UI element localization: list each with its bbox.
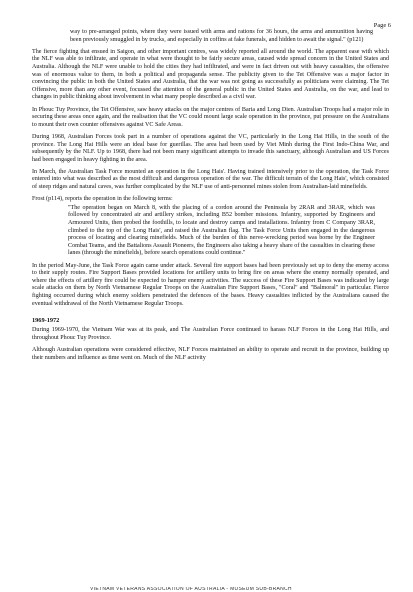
frost-intro: Frost (p114), reports the operation in the following terms:	[32, 196, 173, 203]
paragraph-nlf-activity: Although Australian operations were considered effective, NLF Forces maintained an ability to operate and recruit in the province, building up their numbers and influence as time went on. Much of the NLF activity	[32, 346, 389, 361]
paragraph-march-operation: In March, the Australian Task Force mounted an operation in the Long Hais'. Having trained intensively prior to the operation, the Task Force entered into what was described as the most difficult and dangerous operation of the war. The difficult terrain of the Long Hais', which consisted of steep ridges and natural caves, was further complicated by the NLF use of anti-personnel mines stolen from Australian-laid minefields.	[32, 168, 389, 191]
paragraph-1968-operations: During 1968, Australian Forces took part in a number of operations against the VC, particularly in the Long Hai Hills, in the south of the province. The Long Hai Hills were an ideal base for guerillas. The area had been used by Viet Minh during the First Indo-China War, and subsequently by the NLF. Up to 1968, there had not been many significant attempts to invade this sanctuary, although Australian and US Forces had been engaged in heavy fighting in the area.	[32, 133, 389, 163]
page-number: Page 6	[373, 22, 391, 29]
section-heading: 1969-1972	[32, 317, 60, 325]
paragraph-may-june: In the period May-June, the Task Force again came under attack. Several fire support bases had been previously set up to deny the enemy access to their supply routes. Fire Support Bases provided locations for artillery units to bring fire on areas where the enemy normally operated, and where the effects of artillery fire could be expected to hamper enemy activities. The success of these Fire Support Bases was indicated by large scale attacks on them by North Vietnamese Regular Troops on the Australian Fire Support Bases, "Coral" and "Balmoral" in particular. Fierce fighting occurred during which enemy soldiers penetrated the defences of the bases. Heavy casualties inflicted by the Australians caused the eventual withdrawal of the North Vietnamese Regular Troops.	[32, 262, 389, 307]
paragraph-tet-offensive: The fierce fighting that ensued in Saigon, and other important centres, was widely reported all around the world. The apparent ease with which the NLF was able to infiltrate, and operate in what were thought to be fairly secure areas, caused wide spread concern in the United States and Australia. Although the NLF were unable to hold the cities they had infiltrated, and were in fact driven out with heavy casualties, the offensive was of enormous value to them, in both a political and propaganda sense. The publicity given to the Tet Offensive was a major factor in convincing the public in both the United States and Australia, that the war was not going as successfully as politicians were claiming. The Tet Offensive, more than any other event, focussed the attention of the general public in the United States and Australia, on the war, and lead to changes in public thinking about involvement in what many people described as a civil war.	[32, 48, 389, 101]
paragraph-1969-1970: During 1969-1970, the Vietnam War was at its peak, and The Australian Force continued to harass NLF Forces in the Long Hai Hills, and throughout Phouc Tuy Province.	[32, 327, 389, 341]
paragraph-phouc-tuy: In Phouc Tuy Province, the Tet Offensive, saw heavy attacks on the major centres of Baria and Long Dien. Australian Troops had a major role in securing these areas once again, and the realisation that the VC could mount large scale operation in the province, put pressure on the Australians to mount their own counter offensives against VC Safe Areas.	[32, 106, 389, 128]
block-quote-top: way to pre-arranged points, where they were issued with arms and rations for 36 hours, the arms and ammunition having been previously smuggled in by trucks, and especially in coffins at fake funerals, and hidden to await the signal." (p121)	[70, 29, 373, 43]
block-quote-frost: "The operation began on March 8, with the placing of a cordon around the Peninsula by 2RAR and 3RAR, which was followed by concentrated air and artillery strikes, including B52 bomber missions. Infantry, supported by Engineers and Armoured Units, then probed the foothills, to locate and destroy camps and installations. Infantry from C Company 3RAR, climbed to the top of the Long Hais', and raised the Australian flag. The Task Force Units then engaged in the dangerous process of locating and clearing minefields. Much of the burden of this nerve-wrecking period was borne by the Engineer Combat Teams, and the Battalions Assault Pioneers, the Engineers also taking a heavy share of the casualties in clearing these lanes (through the minefields), before search operations could continue."	[68, 204, 375, 257]
page-footer: VIETNAM VETERANS ASSOCIATION OF AUSTRALIA - MUSEUM SUB-BRANCH	[90, 587, 292, 592]
